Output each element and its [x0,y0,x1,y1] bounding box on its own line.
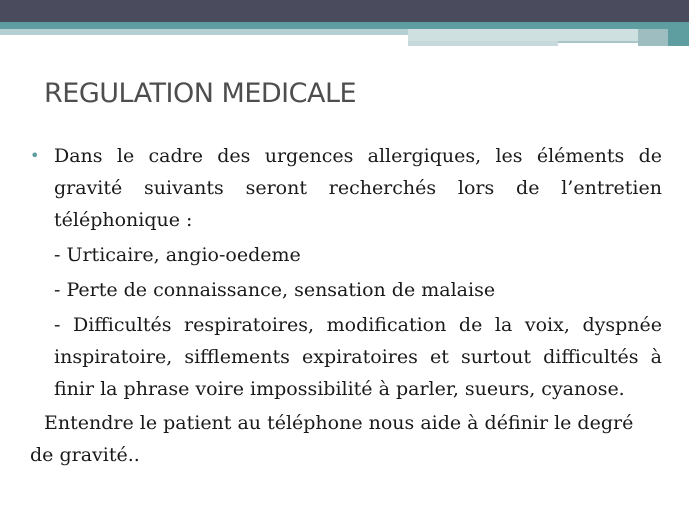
bullet-icon: • [30,146,40,165]
slide-title: REGULATION MEDICALE [44,78,357,109]
list-item-perte-connaissance: - Perte de connaissance, sensation de malaise [54,279,496,301]
closing-paragraph: Entendre le patient au téléphone nous aide à définir le degré de gravité.. [30,412,634,466]
bullet-item [30,140,662,405]
header-bar-dark [0,0,689,22]
list-item-urticaire: - Urticaire, angio-oedeme [54,244,301,266]
list-item-difficultes-respiratoires: - Difficultés respiratoires, modification de la voix, dyspnée inspiratoire, sifflements expiratoires et surtout difficultés à finir la phrase voire impossibilité à parler, sueurs, cyanose. [54,314,662,400]
slide-body [30,140,662,471]
header-bar-stripe-thin [558,41,638,43]
header-bar-teal [0,22,689,29]
header-bar-tail-accent [668,22,689,46]
intro-paragraph: Dans le cadre des urgences allergiques, les éléments de gravité suivants seront recherchés lors de l’entretien téléphonique : [54,145,662,231]
header-bar-light-left [0,29,408,35]
header-bar-stripe [408,41,558,46]
